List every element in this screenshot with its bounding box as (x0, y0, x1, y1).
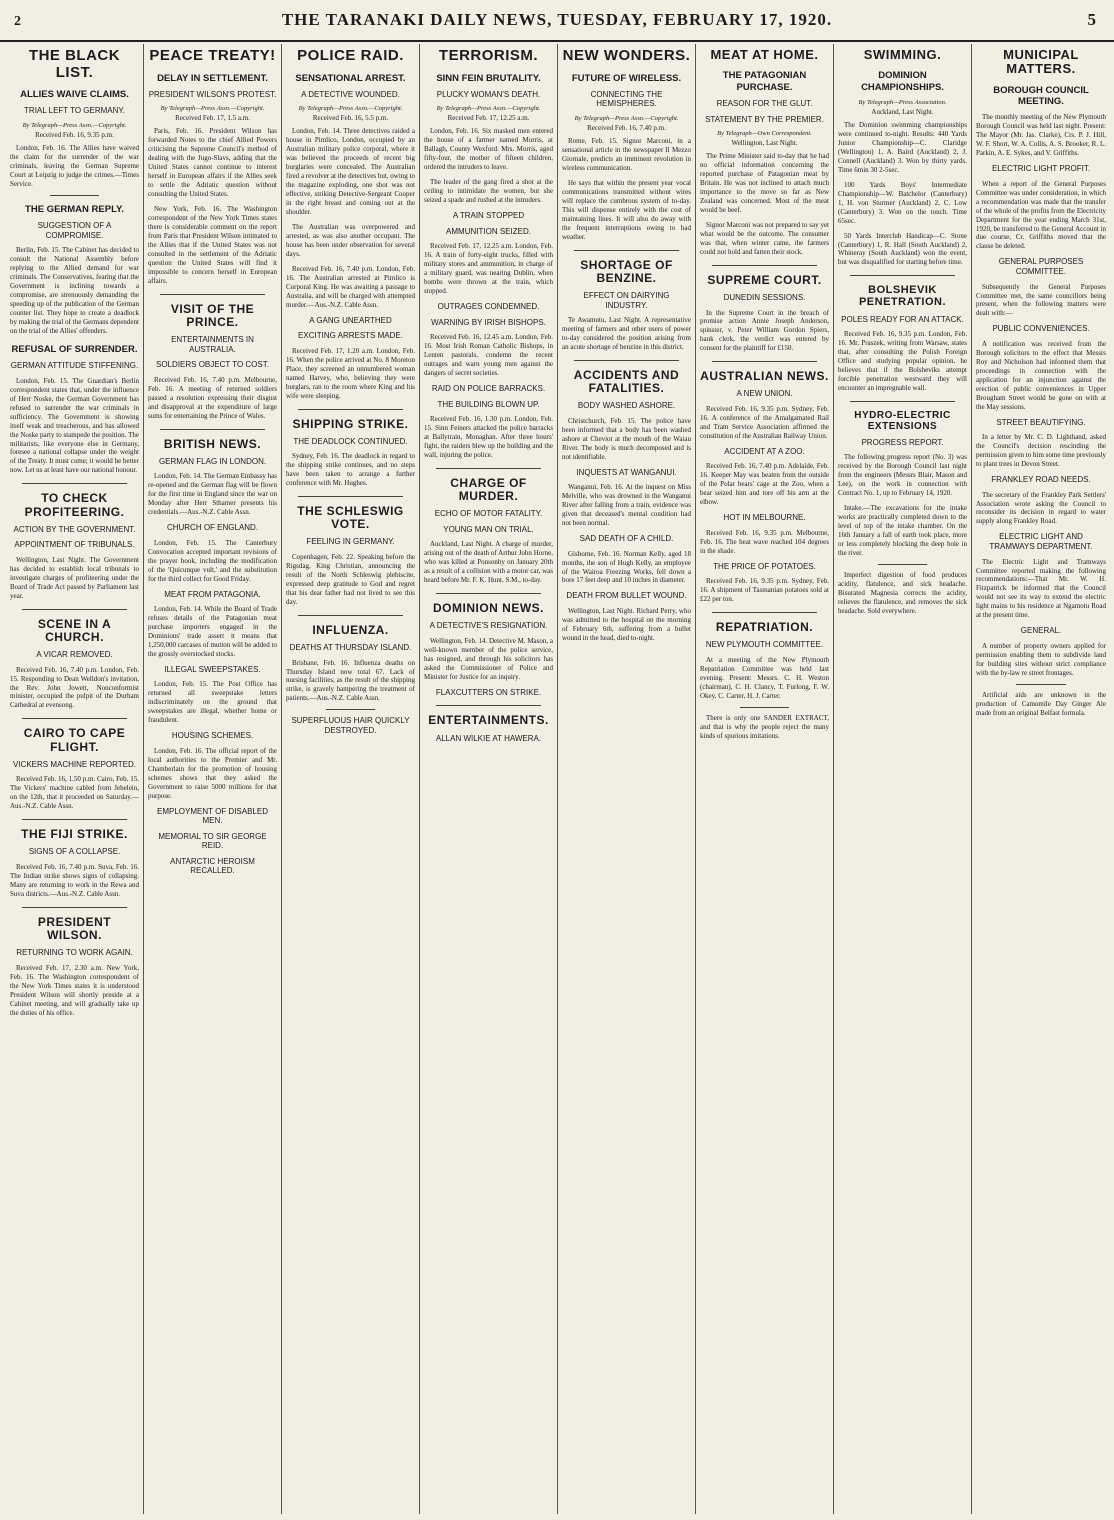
divider (436, 468, 541, 469)
deck: MEAT FROM PATAGONIA. (164, 589, 261, 599)
deck: FLAXCUTTERS ON STRIKE. (435, 687, 542, 697)
deck: WARNING BY IRISH BISHOPS. (431, 317, 546, 327)
deck: SUGGESTION OF A COMPROMISE. (37, 221, 112, 240)
deck: YOUNG MAN ON TRIAL. (443, 524, 534, 534)
advertisement-text: Imperfect digestion of food produces acidity, flatulence, and sick headache. Bisurated Magnesia corrects the acidity, relieves the flatulence, and removes the sick headache. Sold everywhere. (838, 570, 967, 615)
headline: THE SCHLESWIG VOTE. (297, 504, 404, 532)
divider (326, 709, 375, 710)
article-text: Received Feb. 16, 7.40 p.m. London, Feb. 16. The Australian arrested at Pimlico is Corporal King. He was awaiting a passage to Australia, and will be charged with attempted murder.—Aus.-N.Z. Cable Assn. (286, 264, 415, 309)
deck: A DETECTIVE WOUNDED. (301, 89, 400, 99)
deck: A TRAIN STOPPED (452, 211, 525, 221)
article-text: Auckland, Last Night. A charge of murder, arising out of the death of Arthur John Horne, who was killed at Ponsonby on January 20th as a result of a collision with a motor car, was heard before Mr. F. K. Hunt, S.M., to-day. (424, 540, 553, 585)
headline: SWIMMING. (863, 47, 942, 62)
deck: THE DEADLOCK CONTINUED. (293, 436, 408, 446)
headline: SCENE IN A CHURCH. (37, 616, 112, 644)
advertisement-text: Artificial aids are unknown in the production of Camomile Day Ginger Ale made from an original Belfast formula. (976, 690, 1106, 717)
deck: EFFECT ON DAIRYING INDUSTRY. (583, 290, 670, 310)
deck: ELECTRIC LIGHT PROFIT. (991, 164, 1091, 174)
deck: STATEMENT BY THE PREMIER. (705, 114, 824, 124)
divider (160, 294, 265, 295)
deck: CONNECTING THE HEMISPHERES. (590, 89, 663, 109)
received-line: Auckland, Last Night. (871, 108, 934, 117)
article-text: The Dominion swimming championships were continued to-night. Results: 440 Yards Junior Championship—C. Claridge (Wellington) 1, A. Baird (Auckland) 2, J. Connell (Auckland) 3. Won by thirty yards. Time 6min 30 2-5sec. (838, 121, 967, 174)
subheadline: DOMINION CHAMPIONSHIPS. (861, 70, 944, 93)
article-text: London, Feb. 16. The official report of the local authorities to the Premier and Mr. Chamberlain for the promotion of housing schemes shows that they asked the Government to raise 5000 millions for that purpose. (148, 746, 277, 800)
article-text: Sydney, Feb. 16. The deadlock in regard to the shipping strike continues, and no steps have been taken to arrange a further conference with Mr. Hughes. (286, 452, 415, 488)
divider (850, 275, 955, 276)
divider (878, 564, 927, 565)
received-line: Received Feb. 16, 9.35 p.m. (35, 130, 114, 139)
article-text: Rome, Feb. 15. Signor Marconi, in a sensational article in the newspaper Il Mezzo Giornale, predicts an imminent revolution in wireless communication. (562, 137, 691, 172)
divider (22, 718, 127, 719)
received-line: Wellington, Last Night. (731, 139, 798, 148)
headline: MEAT AT HOME. (710, 47, 819, 62)
newspaper-title: THE TARANAKI DAILY NEWS, TUESDAY, FEBRUARY 17, 1920. (281, 10, 833, 29)
article-text: London, Feb. 15. The Post Office has returned all sweepstake letters indiscriminately on the ground that sweepstakes are illegal, whether home or fraudulent. (148, 680, 277, 725)
divider (574, 250, 679, 251)
headline: CAIRO TO CAPE FLIGHT. (23, 726, 126, 754)
article-text: Berlin, Feb. 15. The Cabinet has decided to consult the National Assembly before replying to the Allied demand for war criminals. The Conservatives, fearing that the Government is inclining towards a compromise, are strenuously demanding the speeding up of the publication of the German counter list. They hope to create a deadlock by making the trial of the Germans dependent on the trial of the Allies' offenders. (10, 246, 139, 335)
subheadline: ALLIES WAIVE CLAIMS. (20, 89, 129, 100)
deck: GERMAN FLAG IN LONDON. (158, 456, 267, 466)
deck: DEATHS AT THURSDAY ISLAND. (289, 642, 412, 652)
column-peace-treaty (144, 44, 282, 1514)
article-text: Received Feb. 16, 9.35 p.m. London, Feb. 16. Mr. Praszek, writing from Warsaw, states that, after consulting the Polish Foreign Office and studying popular opinion, he believes that if the Bolsheviks attempt forcible penetration westward they will encounter an impregnable wall. (838, 330, 967, 392)
article-text: London, Feb. 14. The German Embassy has re-opened and the German flag will be flown for the first time in England since the war on Monday after Herr Sthamer presents his credentials.—Aus.-N.Z. Cable Assn. (148, 472, 277, 517)
section-heading: REFUSAL OF SURRENDER. (11, 343, 138, 355)
column-meat-at-home (696, 44, 834, 1514)
article-text: Brisbane, Feb. 16. Influenza deaths on Thursday Island now total 67. Lack of nursing facilities, as the result of the shipping strike, is gravely hampering the treatment of patients.—Aus.-N.Z. Cable Assn. (286, 658, 415, 703)
article-text: Received Feb. 16, 1.30 p.m. London, Feb. 15. Sinn Feiners attacked the police barracks at Ballytrain, Monaghan. After three hours' fight, the raiders blew up the building and the wall, injuring the police. (424, 415, 553, 459)
divider (298, 409, 403, 410)
divider (712, 612, 817, 613)
article-text: He says that within the present year vocal communications transmitted without wires will replace the cumbrous system of to-day. This will dispense entirely with the cost of maintaining lines. It will also do away with the frequent interruptions owing to bad weather. (562, 178, 691, 241)
article-text: Wellington, Feb. 14. Detective M. Mason, a well-known member of the police service, has resigned, and through his solicitors has asked the Commissioner of Police and Minister for Justice for an inquiry. (424, 637, 553, 681)
subheadline: DELAY IN SETTLEMENT. (157, 72, 268, 84)
divider (160, 429, 265, 430)
deck: REASON FOR THE GLUT. (716, 99, 813, 109)
article-text: London, Feb. 15. The Canterbury Convocation accepted important revisions of the prayer book, including the modification of the 'Quicunque vult,' and the substitution for the third collect for Good Friday. (148, 538, 277, 583)
article-text: Received Feb. 16, 7.40 p.m. Suva, Feb. 16. The Indian strike shows signs of collapsing. Many are returning to work in the Rewa and Suva districts.—Aus.-N.Z. Cable Assn. (10, 862, 139, 898)
article-text: At a meeting of the New Plymouth Repatriation Committee was held last evening. Present: Messrs. C. H. Weston (chairman), C. H. Clancy, T. Furlong, F. W. Okey, C. Carter, H. J. Carter. (700, 655, 829, 700)
article-text: In the Supreme Court in the breach of promise action Annie Joseph Anderson, spinster, v. Peter William Gordon Spiers, bank clerk, the verdict was entered by consent for the plaintiff for £150. (700, 308, 829, 353)
deck: SIGNS OF A COLLAPSE. (28, 847, 121, 857)
page-number: 5 (1087, 10, 1096, 29)
article-text: Received Feb. 17, 1.20 a.m. London, Feb. 16. When the police arrived at No. 8 Moreton Place, they screened an unnumbered woman named Harvey, who, believing they were burglars, ran to the room where King and his wife were sleeping. (286, 346, 415, 400)
deck: PLUCKY WOMAN'S DEATH. (436, 89, 541, 99)
article-text: Received Feb. 17, 2.30 a.m. New York, Feb. 16. The Washington correspondent of the New York Times states it is understood President Wilson will shortly preside at a Cabinet meeting, and will gradually take up the duties of his office. (10, 963, 139, 1017)
article-text: Received Feb. 16, 7.40 p.m. Adelaide, Feb. 16. Keeper May was beaten from the outside of the Polar bears' cage at the Zoo, when a bear seized him and tore off his arm at the elbow. (700, 462, 829, 507)
divider (298, 496, 403, 497)
column-black-list (6, 44, 144, 1514)
deck: A GANG UNEARTHED (309, 315, 392, 325)
column-terrorism (420, 44, 558, 1514)
article-text: London, Feb. 16. Six masked men entered the house of a farmer named Morris, at Ballagh, County Wexford. Mrs. Morris, aged fifty-four, the mother of fifteen children, ordered the intruders to leave. (424, 127, 553, 172)
deck: EXCITING ARRESTS MADE. (298, 331, 403, 341)
divider (712, 361, 817, 362)
divider (22, 819, 127, 820)
article-text: The following progress report (No. 3) was received by the Borough Council last night from the engineers (Messrs Blair, Mason and Lee), on the work in connection with Contract No. 1, up to February 14, 1920. (838, 453, 967, 498)
deck: TRIAL LEFT TO GERMANY. (24, 106, 125, 116)
deck: OUTRAGES CONDEMNED. (437, 302, 540, 312)
divider (436, 705, 541, 706)
deck: NEW PLYMOUTH COMMITTEE. (705, 640, 824, 650)
headline: SHIPPING STRIKE. (292, 416, 409, 431)
deck: VICKERS MACHINE REPORTED. (13, 759, 136, 769)
deck: EMPLOYMENT OF DISABLED MEN. (157, 806, 268, 826)
deck: A DETECTIVE'S RESIGNATION. (429, 621, 548, 631)
article-text: Received Feb. 16, 1.50 p.m. Cairo, Feb. 15. The Vickers' machine cabled from Jebelein, on the 12th, that it proceeded on Saturday.—Aus.-N.Z. Cable Assn. (10, 775, 139, 811)
headline: TO CHECK PROFITEERING. (24, 491, 125, 519)
article-text: Te Awamutu, Last Night. A representative meeting of farmers and other users of power to-day considered the position arising from an acute shortage of benzine in this district. (562, 316, 691, 351)
deck: ALLAN WILKIE AT HAWERA. (435, 733, 542, 743)
headline: INFLUENZA. (312, 622, 389, 637)
credit-line: By Telegraph—Press Assn.—Copyright. (160, 105, 265, 113)
article-text: Wellington, Last Night. Richard Perry, who was admitted to the hospital on the morning of February 6th, suffering from a bullet wound in the head, died to-night. (562, 607, 691, 642)
divider (1016, 684, 1066, 685)
deck: ENTERTAINMENTS IN AUSTRALIA. (171, 335, 254, 354)
article-text: Received Feb. 16, 7.40 p.m. Melbourne, Feb. 16. A meeting of returned soldiers passed a resolution expressing their disgust and disapproval at the expenditure of large sums for entertaining the Prince of Wales. (148, 375, 277, 420)
article-text: Subsequently the General Purposes Committee met, the same councillors being present, when the following matters were dealt with:— (976, 282, 1106, 318)
article-text: New York, Feb. 16. The Washington correspondent of the New York Times states there is considerable comment on the report from Paris that President Wilson intimated to the Allies that if the United States was not consulted in the settlement of the Adriatic question the United States will find it impossible to concern herself in European affairs. (148, 205, 277, 285)
deck: RAID ON POLICE BARRACKS. (431, 383, 546, 393)
headline: MUNICIPAL MATTERS. (1003, 47, 1079, 77)
article-text: 50 Yards Interclub Handicap—C. Stone (Canterbury) 1, R. Hall (South Auckland) 2, Whineray (South Auckland) won the event, but was disqualified for starting before time. (838, 231, 967, 267)
deck: A NEW UNION. (736, 389, 793, 399)
received-line: Received Feb. 16, 7.40 p.m. (587, 124, 666, 133)
article-text: Received Feb. 16, 12.45 a.m. London, Feb. 16. Most Irish Roman Catholic Bishops, in Lenten pastorals, condemn the recent outrages and warn young men against the dangers of secret societies. (424, 333, 553, 378)
article-text: In a letter by Mr. C. D. Lighthand, asked the Council's decision rescinding the permission given to him some time previously to plant trees in Devon Street. (976, 433, 1106, 469)
headline: THE FIJI STRIKE. (21, 827, 128, 842)
subheadline: BOROUGH COUNCIL MEETING. (993, 84, 1089, 107)
column-new-wonders (558, 44, 696, 1514)
masthead (0, 0, 1114, 42)
deck: FEELING IN GERMANY. (306, 537, 395, 547)
article-text: Wanganui, Feb. 16. At the inquest on Miss Melville, who was drowned in the Wanganui River after falling from a train, evidence was given that deceased's mental condition had not been normal. (562, 483, 691, 528)
deck: APPOINTMENT OF TRIBUNALS. (14, 540, 135, 550)
deck: FRANKLEY ROAD NEEDS. (991, 474, 1091, 484)
headline: BOLSHEVIK PENETRATION. (858, 284, 947, 309)
article-text: Received Feb. 16, 7.40 p.m. London, Feb. 15. Responding to Dean Welldon's invitation, the Rev. John Jowett, Nonconformist minister, occupied the pulpit of the Durham Cathedral at evensong. (10, 665, 139, 710)
advertisement-heading: SUPERFLUOUS HAIR QUICKLY DESTROYED. (291, 716, 410, 735)
subheadline: SINN FEIN BRUTALITY. (436, 72, 541, 84)
divider (298, 615, 403, 616)
deck: ELECTRIC LIGHT AND TRAMWAYS DEPARTMENT. (989, 532, 1093, 551)
deck: HOT IN MELBOURNE. (723, 513, 806, 523)
deck: THE BUILDING BLOWN UP. (437, 399, 540, 409)
column-municipal-matters (972, 44, 1110, 1514)
credit-line: By Telegraph—Press Assn.—Copyright. (298, 105, 403, 113)
article-text: A number of property owners applied for permission enabling them to subdivide land for building sites without strict compliance with the by-law re street frontages. (976, 641, 1106, 677)
deck: ACCIDENT AT A ZOO. (724, 446, 805, 456)
subheadline: FUTURE OF WIRELESS. (571, 72, 682, 84)
article-text: Copenhagen, Feb. 22. Speaking before the Rigsdag, King Christian, announcing the result of the North Schleswig plebiscite, expressed deep gratitude to God and regret that his dear father had not lived to see this day. (286, 553, 415, 606)
article-text: Signor Marconi was not prepared to say yet what would be the outcome. The consumer was that, when winter came, the farmers could not hold and fatten their stock. (700, 220, 829, 256)
deck: SOLDIERS OBJECT TO COST. (156, 360, 269, 370)
subheadline: THE PATAGONIAN PURCHASE. (722, 70, 807, 93)
headline: NEW WONDERS. (562, 47, 691, 64)
deck: RETURNING TO WORK AGAIN. (16, 948, 133, 958)
deck: DEATH FROM BULLET WOUND. (566, 591, 687, 601)
deck: PROGRESS REPORT. (861, 437, 944, 447)
column-swimming (834, 44, 972, 1514)
article-text: 100 Yards Boys' Intermediate Championship—W. Batchelor (Canterbury) 1, H. von Sturmer (Auckland) 2, C. Low (Canterbury) 3. Won on the touch. Time 65sec. (838, 180, 967, 225)
headline: CHARGE OF MURDER. (450, 475, 527, 504)
deck: ANTARCTIC HEROISM RECALLED. (170, 856, 255, 876)
headline: PRESIDENT WILSON. (37, 914, 112, 942)
headline: PEACE TREATY! (149, 47, 276, 64)
divider (22, 907, 127, 908)
headline: BRITISH NEWS. (163, 436, 262, 451)
divider (22, 483, 127, 484)
headline: ACCIDENTS AND FATALITIES. (573, 367, 680, 396)
column-police-raid (282, 44, 420, 1514)
divider (740, 707, 789, 708)
deck: CHURCH OF ENGLAND. (166, 523, 259, 533)
deck: PUBLIC CONVENIENCES. (992, 324, 1090, 334)
headline: REPATRIATION. (715, 620, 814, 635)
credit-line: By Telegraph—Press Assn.—Copyright. (436, 105, 541, 113)
received-line: Received Feb. 17, 12.25 a.m. (447, 114, 530, 123)
deck: PRESIDENT WILSON'S PROTEST. (148, 89, 277, 99)
article-text: Received Feb. 17, 12.25 a.m. London, Feb. 16. A train of forty-eight trucks, filled with military stores and ammunition, in charge of a military guard, was nearing Dublin, when bombs were thrown at the train, which stopped. (424, 242, 553, 296)
headline: TERRORISM. (438, 47, 539, 64)
headline: DOMINION NEWS. (433, 601, 544, 616)
deck: A VICAR REMOVED. (36, 650, 113, 660)
deck: ECHO OF MOTOR FATALITY. (434, 509, 543, 519)
divider (50, 195, 99, 196)
deck: GERMAN ATTITUDE STIFFENING. (10, 361, 139, 371)
headline: VISIT OF THE PRINCE. (170, 301, 255, 329)
deck: ACTION BY THE GOVERNMENT. (13, 524, 136, 534)
deck: INQUESTS AT WANGANUI. (576, 467, 677, 477)
deck: MEMORIAL TO SIR GEORGE REID. (158, 831, 267, 851)
article-text: Intake.—The excavations for the intake works are practically completed down to the level of top of the intake chamber. On the 16th January a fall of earth took place, more or less completely blocking the deep hole in the river. (838, 504, 967, 557)
deck: AMMUNITION SEIZED. (446, 226, 531, 236)
deck: SAD DEATH OF A CHILD. (579, 534, 674, 544)
article-text: The leader of the gang fired a shot at the ceiling to intimidate the women, but she seized a spade and rushed at the intruders. (424, 178, 553, 205)
divider (850, 401, 955, 402)
divider (712, 265, 817, 266)
article-text: London, Feb. 16. The Allies have waived the claim for the surrender of the war criminals, leaving the German Supreme Court at Leipzig to judge the crimes.—Times Service. (10, 143, 139, 188)
article-text: London, Feb. 15. The Guardian's Berlin correspondent states that, under the influence of Herr Noske, the German Government has refused to surrender the war criminals in sufficiency. The Government is showing itself weak and treacherous, and has allowed the Noske party to stampede the position. The militarists, like everyone else in Germany, foresee a national collapse under the weight of the Treaty. It must come; it would be better now. Let us at least have our national honour. (10, 376, 139, 475)
divider (574, 360, 679, 361)
deck: DUNEDIN SESSIONS. (723, 292, 806, 302)
article-text: London, Feb. 14. Three detectives raided a house in Pimlico, London, occupied by an Australian military police corporal, where it was believed the proceeds of recent big burglaries were concealed. The Australian fired a revolver at the detectives but, owing to the magazine exploding, one shot was not effective, striking Detective-Sergeant Cooper in the right breast and coming out at the shoulder. (286, 127, 415, 217)
headline: SUPREME COURT. (707, 272, 822, 287)
article-text: London, Feb. 14. While the Board of Trade refuses details of the Patagonian meat purchase importers engaged in the Dominions' trade assert it means that 1,250,000 carcases of mutton will be added to the grossly overstocked stocks. (148, 605, 277, 658)
article-text: The Australian was overpowered and arrested, as was also another occupant. The house has been under observation for several days. (286, 223, 415, 258)
section-heading: THE GERMAN REPLY. (25, 203, 124, 215)
divider (436, 593, 541, 594)
deck: POLES READY FOR AN ATTACK. (841, 314, 964, 324)
credit-line: By Telegraph—Press Assn.—Copyright. (574, 115, 679, 123)
article-text: Received Feb. 16, 9.35 p.m. Sydney, Feb. 16. A shipment of Tasmanian potatoes sold at £22 per ton. (700, 577, 829, 604)
headline: HYDRO-ELECTRIC EXTENSIONS (854, 409, 951, 432)
article-text: The Prime Minister said to-day that he had no official information concerning the reported purchase of Patagonian meat by Britain. He was not inclined to attach much importance to the move so far as New Zealand was concerned. Most of the meat would be beef. (700, 152, 829, 214)
article-text: Gisborne, Feb. 16. Norman Kelly, aged 18 months, the son of Hugh Kelly, an employee of the Wairoa Freezing Works, fell down a bore 17 feet deep and 10 inches in diameter. (562, 549, 691, 585)
received-line: Received Feb. 16, 5.5 p.m. (312, 114, 389, 123)
article-text: When a report of the General Purposes Committee was under consideration, in which a recommendation was made that the transfer of the whole of the profits from the Electricity Department for the year ending March 31st, 1920, be transferred to the General Account in due course, Cr. Griffiths moved that the clause be deleted. (976, 179, 1106, 251)
deck: BODY WASHED ASHORE. (577, 401, 676, 411)
columns (6, 44, 1110, 1514)
credit-line: By Telegraph—Own Correspondent. (717, 130, 812, 138)
deck: ILLEGAL SWEEPSTAKES. (164, 664, 261, 674)
credit-line: By Telegraph—Press Assn.—Copyright. (22, 121, 127, 129)
deck: STREET BEAUTIFYING. (996, 417, 1086, 427)
headline: SHORTAGE OF BENZINE. (580, 257, 673, 285)
article-text: Received Feb. 16, 9.35 p.m. Sydney, Feb. 16. A conference of the Amalgamated Rail and Tram Service Association affirmed the constitution of the Australian Railway Union. (700, 405, 829, 440)
credit-line: By Telegraph—Press Association. (858, 99, 947, 107)
article-text: Wellington, Last Night. The Government has decided to establish local tribunals to investigate charges of profiteering under the Board of Trade Act passed by Parliament last year. (10, 555, 139, 600)
deck: THE PRICE OF POTATOES. (713, 561, 816, 571)
subheadline: SENSATIONAL ARREST. (295, 72, 406, 84)
advertisement-text: There is only one SANDER EXTRACT, and that is why the people reject the many kinds of spurious imitations. (700, 713, 829, 740)
page-mark: 2 (14, 14, 21, 29)
headline: ENTERTAINMENTS. (428, 713, 549, 728)
article-text: Received Feb. 16, 9.35 p.m. Melbourne, Feb. 16. The heat wave reached 104 degrees in the shade. (700, 528, 829, 555)
headline: POLICE RAID. (297, 47, 404, 64)
deck: GENERAL. (1020, 626, 1062, 636)
article-text: Christchurch, Feb. 15. The police have been informed that a body has been washed ashore at Cheviot at the mouth of the Waiau River. The body is much decomposed and is not identifiable. (562, 416, 691, 461)
article-text: The Electric Light and Tramways Committee reported making the following recommendations:—That Mr. W. H. Fitzpatrick be informed that the Council would not see its way to extend the electric light mains to his residence at Ngamotu Road at the present time. (976, 557, 1106, 620)
divider (22, 609, 127, 610)
deck: HOUSING SCHEMES. (171, 731, 254, 741)
deck: GENERAL PURPOSES COMMITTEE. (998, 257, 1084, 276)
article-text: The monthly meeting of the New Plymouth Borough Council was held last night. Present: The Mayor (Mr. Jas. Clarke), Crs. P. J. Hill, W. F. Short, W. A. Collis, A. S. Brooker, R. L. Parkin, A. E. Sykes, and V. Griffiths. (976, 113, 1106, 158)
article-text: A notification was received from the Borough solicitors to the effect that Messrs Roy and Nicholson had informed them that proceedings in connection with the application for an injunction against the erection of public conveniences in Upper Brougham Street would be gone on with at the May sessions. (976, 339, 1106, 411)
headline: THE BLACK LIST. (28, 47, 121, 81)
article-text: Paris, Feb. 16. President Wilson has forwarded Notes to the chief Allied Powers criticising the Supreme Council's method of dealing with the Jugo-Slavs, adding that the United States cannot continue to interest herself in European affairs if the Allies seek to settle the Adriatic question without consulting the United States. (148, 127, 277, 199)
article-text: The secretary of the Frankley Park Settlers' Association wrote asking the Council to reconsider its decision in regard to water supply along Frankley Road. (976, 490, 1106, 526)
received-line: Received Feb. 17, 1.5 a.m. (175, 114, 250, 123)
headline: AUSTRALIAN NEWS. (700, 369, 829, 384)
